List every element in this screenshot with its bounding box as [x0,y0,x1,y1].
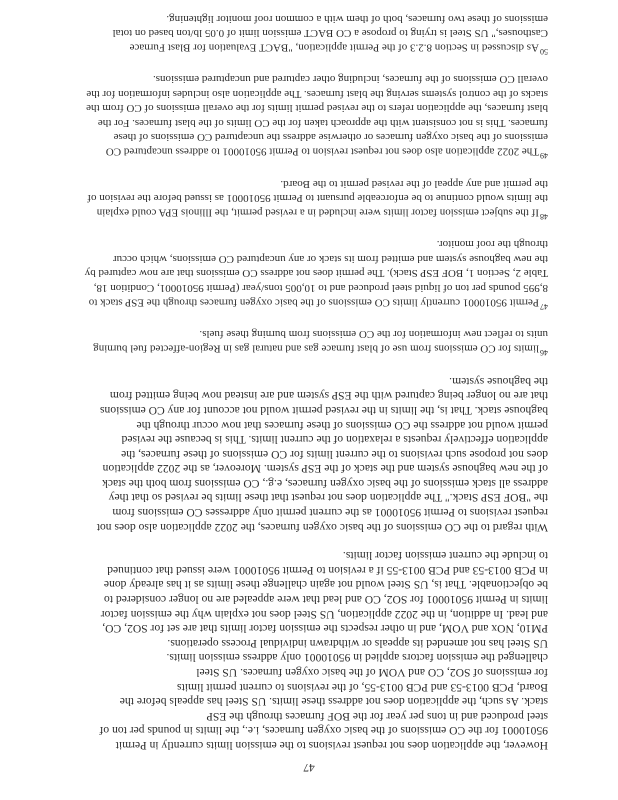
footnote-text: As discussed in Section 8.2.3 of the Permit application, "BACT Evaluation for Blast Furnace [129,41,539,54]
text-line: the "BOF ESP Stack." The application does not request that these limits be revised so that they [108,491,548,505]
text-line: Board, PCB 0013-53 and PCB 0013-55, of the revisions to current permit limits [177,680,548,694]
text-line: address all stack emissions of the basic oxygen furnaces, e.g., CO emissions from both the stack [102,476,548,490]
footnote-line [70,144,548,162]
footnote [70,11,548,58]
footnote-number: 49 [540,151,548,161]
footnote-line [70,295,548,313]
text-line: to include the current emission factor limits. [342,549,548,563]
text-line: does not propose such revisions to the current limits for CO emissions of these furnaces, the [121,447,548,461]
text-line: application effectively requests a relaxation of the current limits. This is because the revised [121,433,548,447]
footnote [70,176,548,223]
footnote-text: If the subject emission factor limits were included in a revised permit, the Illinois EPA could explain [96,206,539,219]
footnote-line [70,205,548,223]
page-number: 47 [303,761,315,773]
footnote-line: furnaces. This is not consistent with the approach taken for the CO limits of the blast furnaces. For the [97,116,548,129]
text-line: steel produced and in tons per year for the BOF furnaces through the ESP [206,709,548,723]
text-line: baghouse stack. That is, the limits in the revised permit would not account for any CO emissions [99,403,548,417]
text-line: the baghouse system. [449,374,548,388]
footnote-line [70,40,548,58]
footnote-number: 47 [540,301,548,311]
footnote [70,237,548,313]
text-line: 95010001 for the CO emissions of the basic oxygen furnaces, i.e., the limits in pounds per ton of [99,724,548,738]
footnote-text: Permit 95010001 currently limits CO emissions of the basic oxygen furnaces through the ESP stack to [88,296,539,309]
text-line: limits in Permit 95010001 for SO2, CO and lead that were appealed are no longer considered to [104,593,548,607]
footnote-line: emissions of these two furnaces, both of them with a common roof monitor lightening. [166,12,548,25]
footnote-line [70,341,548,359]
footnote-line: the permit and any appeal of the revised permit to the Board. [280,177,548,190]
paragraph-co-emissions [70,373,548,534]
footnote-text: The 2022 application also does not request revision to Permit 95010001 to address uncaptured CO [105,145,539,158]
text-line: PM10, NOx and VOM, and in other respects the emission factor limits that are set for SO2, CO, [102,622,548,636]
footnote-line: the new baghouse system and emitted from its stack or any uncaptured CO emissions, which occur [112,252,548,265]
footnote [70,327,548,359]
text-line: of the new baghouse system and the stack of the ESP system. Moreover, as the 2022 application [102,462,548,476]
text-line: request revisions to Permit 95010001 as the current permit only addresses CO emissions from [112,506,548,520]
footnote-line: Casthouses," US Steel is trying to propose a CO BACT emission limit of 0.05 lb/ton based on total [112,26,548,39]
text-line: and lead. In addition, in the 2022 application, US Steel does not explain why the emission factor [100,607,548,621]
footnote-line: the limits would continue to be enforceable pursuant to Permit 95010001 as issued before the revision of [87,191,548,204]
footnote-line: through the roof monitor. [436,238,548,251]
text-line: US Steel has not amended its appeals or withdrawn individual Process operations. [167,636,548,650]
footnote-number: 50 [540,47,548,57]
footnote-line: stacks of the control systems serving the blast furnaces. The application also includes information for the [86,87,548,100]
text-line: However, the application does not request revisions to the emission limits currently in Permit [115,739,548,752]
text-line: that are no longer being captured with the ESP system and are instead now being emitted from [109,389,548,403]
footnote-line: 8,995 pounds per ton of liquid steel produced and to 10,005 tons/year (Permit 95010001, Condition 18, [93,281,548,294]
text-line: With regard to the CO emissions of the basic oxygen furnaces, the 2022 application also does not [96,520,548,534]
footnote-line: emissions of the basic oxygen furnaces or otherwise address the uncaptured CO emissions of these [113,131,548,144]
footnote-number: 46 [540,348,548,358]
footnote-text: limits for CO emissions from use of blast furnace gas and natural gas in Region-affected fuel burning [93,342,539,355]
footnote [70,72,548,162]
text-line: be objectionable. That is, US Steel would not again challenge these limits as it has already done [103,578,548,592]
text-line: for emissions of SO2, CO and VOM of the basic oxygen furnaces. US Steel [196,666,548,680]
footnote-line: Table 2, Section 1, BOF ESP Stack). The permit does not address CO emissions that are now captured by [84,267,548,280]
footnote-line: blast furnaces, the application refers to the revised permit limits for the overall emissions of CO from the [86,102,548,115]
footnote-line: units to reflect new information for the CO emissions from burning these fuels. [199,328,548,341]
footnote-number: 48 [540,212,548,221]
text-line: challenged the emission factors applied in 95010001 only address emission limits. [166,651,548,665]
text-line: permit would not address the CO emissions of these furnaces that now occur through the [136,418,548,432]
text-line: stack. As such, the application does not address these limits. US Steel has appeals before the [119,695,548,709]
text-line: in PCB 0013-53 and PCB 0013-55 if a revision to Permit 95010001 were issued that continued [107,563,548,577]
footnote-line: overall CO emissions of the furnaces, including other captured and uncaptured emissions. [153,73,548,86]
paragraph-basic-oxygen-limits [70,548,548,752]
document-body [70,0,548,752]
